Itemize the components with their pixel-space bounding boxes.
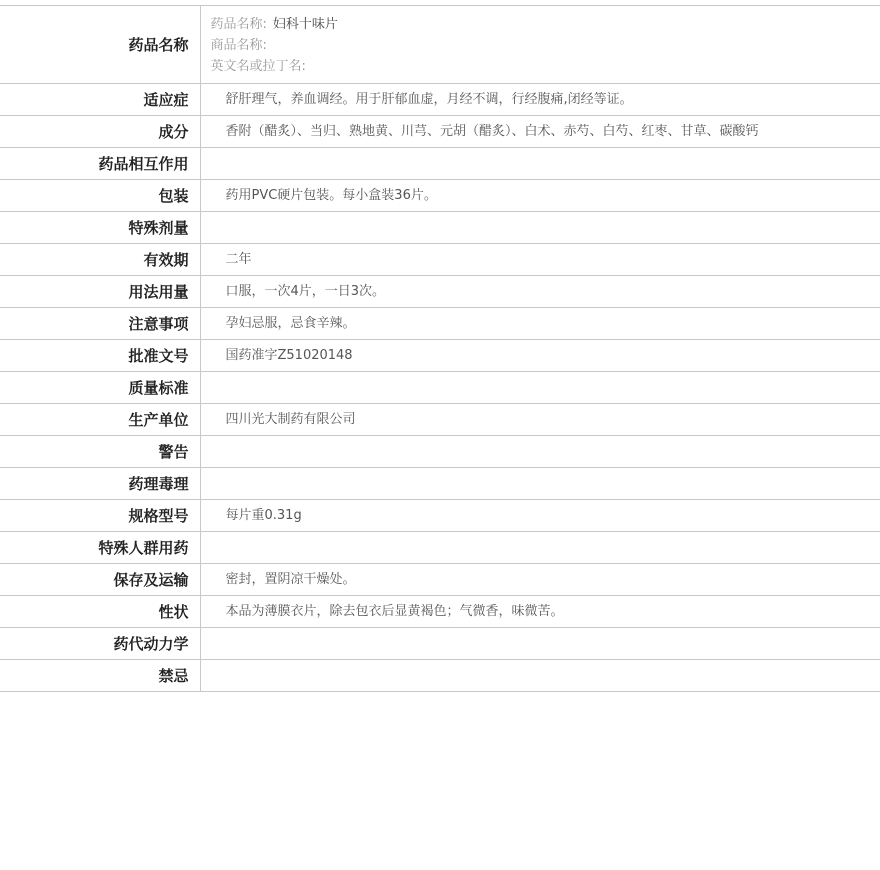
row-label: 药品相互作用 (0, 148, 200, 180)
row-label: 警告 (0, 436, 200, 468)
row-label: 药代动力学 (0, 628, 200, 660)
table-row (0, 244, 880, 276)
table-row (0, 404, 880, 436)
row-label: 药品名称 (0, 6, 200, 84)
table-row (0, 596, 880, 628)
table-row (0, 532, 880, 564)
row-label: 生产单位 (0, 404, 200, 436)
row-value (200, 436, 880, 468)
row-value: 舒肝理气，养血调经。用于肝郁血虚，月经不调，行经腹痛,闭经等证。 (200, 84, 880, 116)
row-value (200, 628, 880, 660)
table-row (0, 212, 880, 244)
row-label: 质量标准 (0, 372, 200, 404)
name-line-drug (211, 14, 791, 35)
row-label: 规格型号 (0, 500, 200, 532)
row-value: 四川光大制药有限公司 (200, 404, 880, 436)
row-label: 有效期 (0, 244, 200, 276)
name-value: 妇科十味片 (272, 17, 338, 32)
row-label: 性状 (0, 596, 200, 628)
row-value: 国药准字Z51020148 (200, 340, 880, 372)
row-value (200, 660, 880, 692)
row-value: 本品为薄膜衣片，除去包衣后显黄褐色；气微香，味微苦。 (200, 596, 880, 628)
table-row (0, 436, 880, 468)
drug-info-body (0, 6, 880, 692)
row-label: 特殊人群用药 (0, 532, 200, 564)
row-value: 口服，一次4片，一日3次。 (200, 276, 880, 308)
row-value: 药用PVC硬片包装。每小盒装36片。 (200, 180, 880, 212)
row-value (200, 468, 880, 500)
row-value (200, 372, 880, 404)
name-key: 商品名称: (210, 38, 267, 53)
table-row (0, 564, 880, 596)
row-value: 香附（醋炙）、当归、熟地黄、川芎、元胡（醋炙）、白术、赤芍、白芍、红枣、甘草、碳酸钙 (200, 116, 880, 148)
row-label: 禁忌 (0, 660, 200, 692)
table-row (0, 308, 880, 340)
row-label: 保存及运输 (0, 564, 200, 596)
row-value (200, 148, 880, 180)
table-row (0, 468, 880, 500)
row-label: 包装 (0, 180, 200, 212)
table-row (0, 340, 880, 372)
row-drug-name (0, 6, 880, 84)
table-row (0, 660, 880, 692)
row-label: 药理毒理 (0, 468, 200, 500)
name-line-trade (211, 35, 791, 56)
drug-name-block (201, 6, 791, 83)
table-row (0, 116, 880, 148)
table-row (0, 148, 880, 180)
row-label: 成分 (0, 116, 200, 148)
row-value: 孕妇忌服，忌食辛辣。 (200, 308, 880, 340)
row-label: 批准文号 (0, 340, 200, 372)
row-label: 适应症 (0, 84, 200, 116)
row-label: 特殊剂量 (0, 212, 200, 244)
table-row (0, 84, 880, 116)
table-row (0, 628, 880, 660)
table-row (0, 372, 880, 404)
table-row (0, 276, 880, 308)
row-value (200, 532, 880, 564)
row-label: 注意事项 (0, 308, 200, 340)
row-value: 二年 (200, 244, 880, 276)
name-key: 药品名称: (210, 17, 267, 32)
name-key: 英文名或拉丁名: (210, 59, 306, 74)
row-value: 密封，置阴凉干燥处。 (200, 564, 880, 596)
drug-info-table (0, 5, 880, 692)
row-value (200, 6, 880, 84)
name-line-english (211, 56, 791, 77)
row-value (200, 212, 880, 244)
table-row (0, 500, 880, 532)
table-row (0, 180, 880, 212)
row-label: 用法用量 (0, 276, 200, 308)
row-value: 每片重0.31g (200, 500, 880, 532)
